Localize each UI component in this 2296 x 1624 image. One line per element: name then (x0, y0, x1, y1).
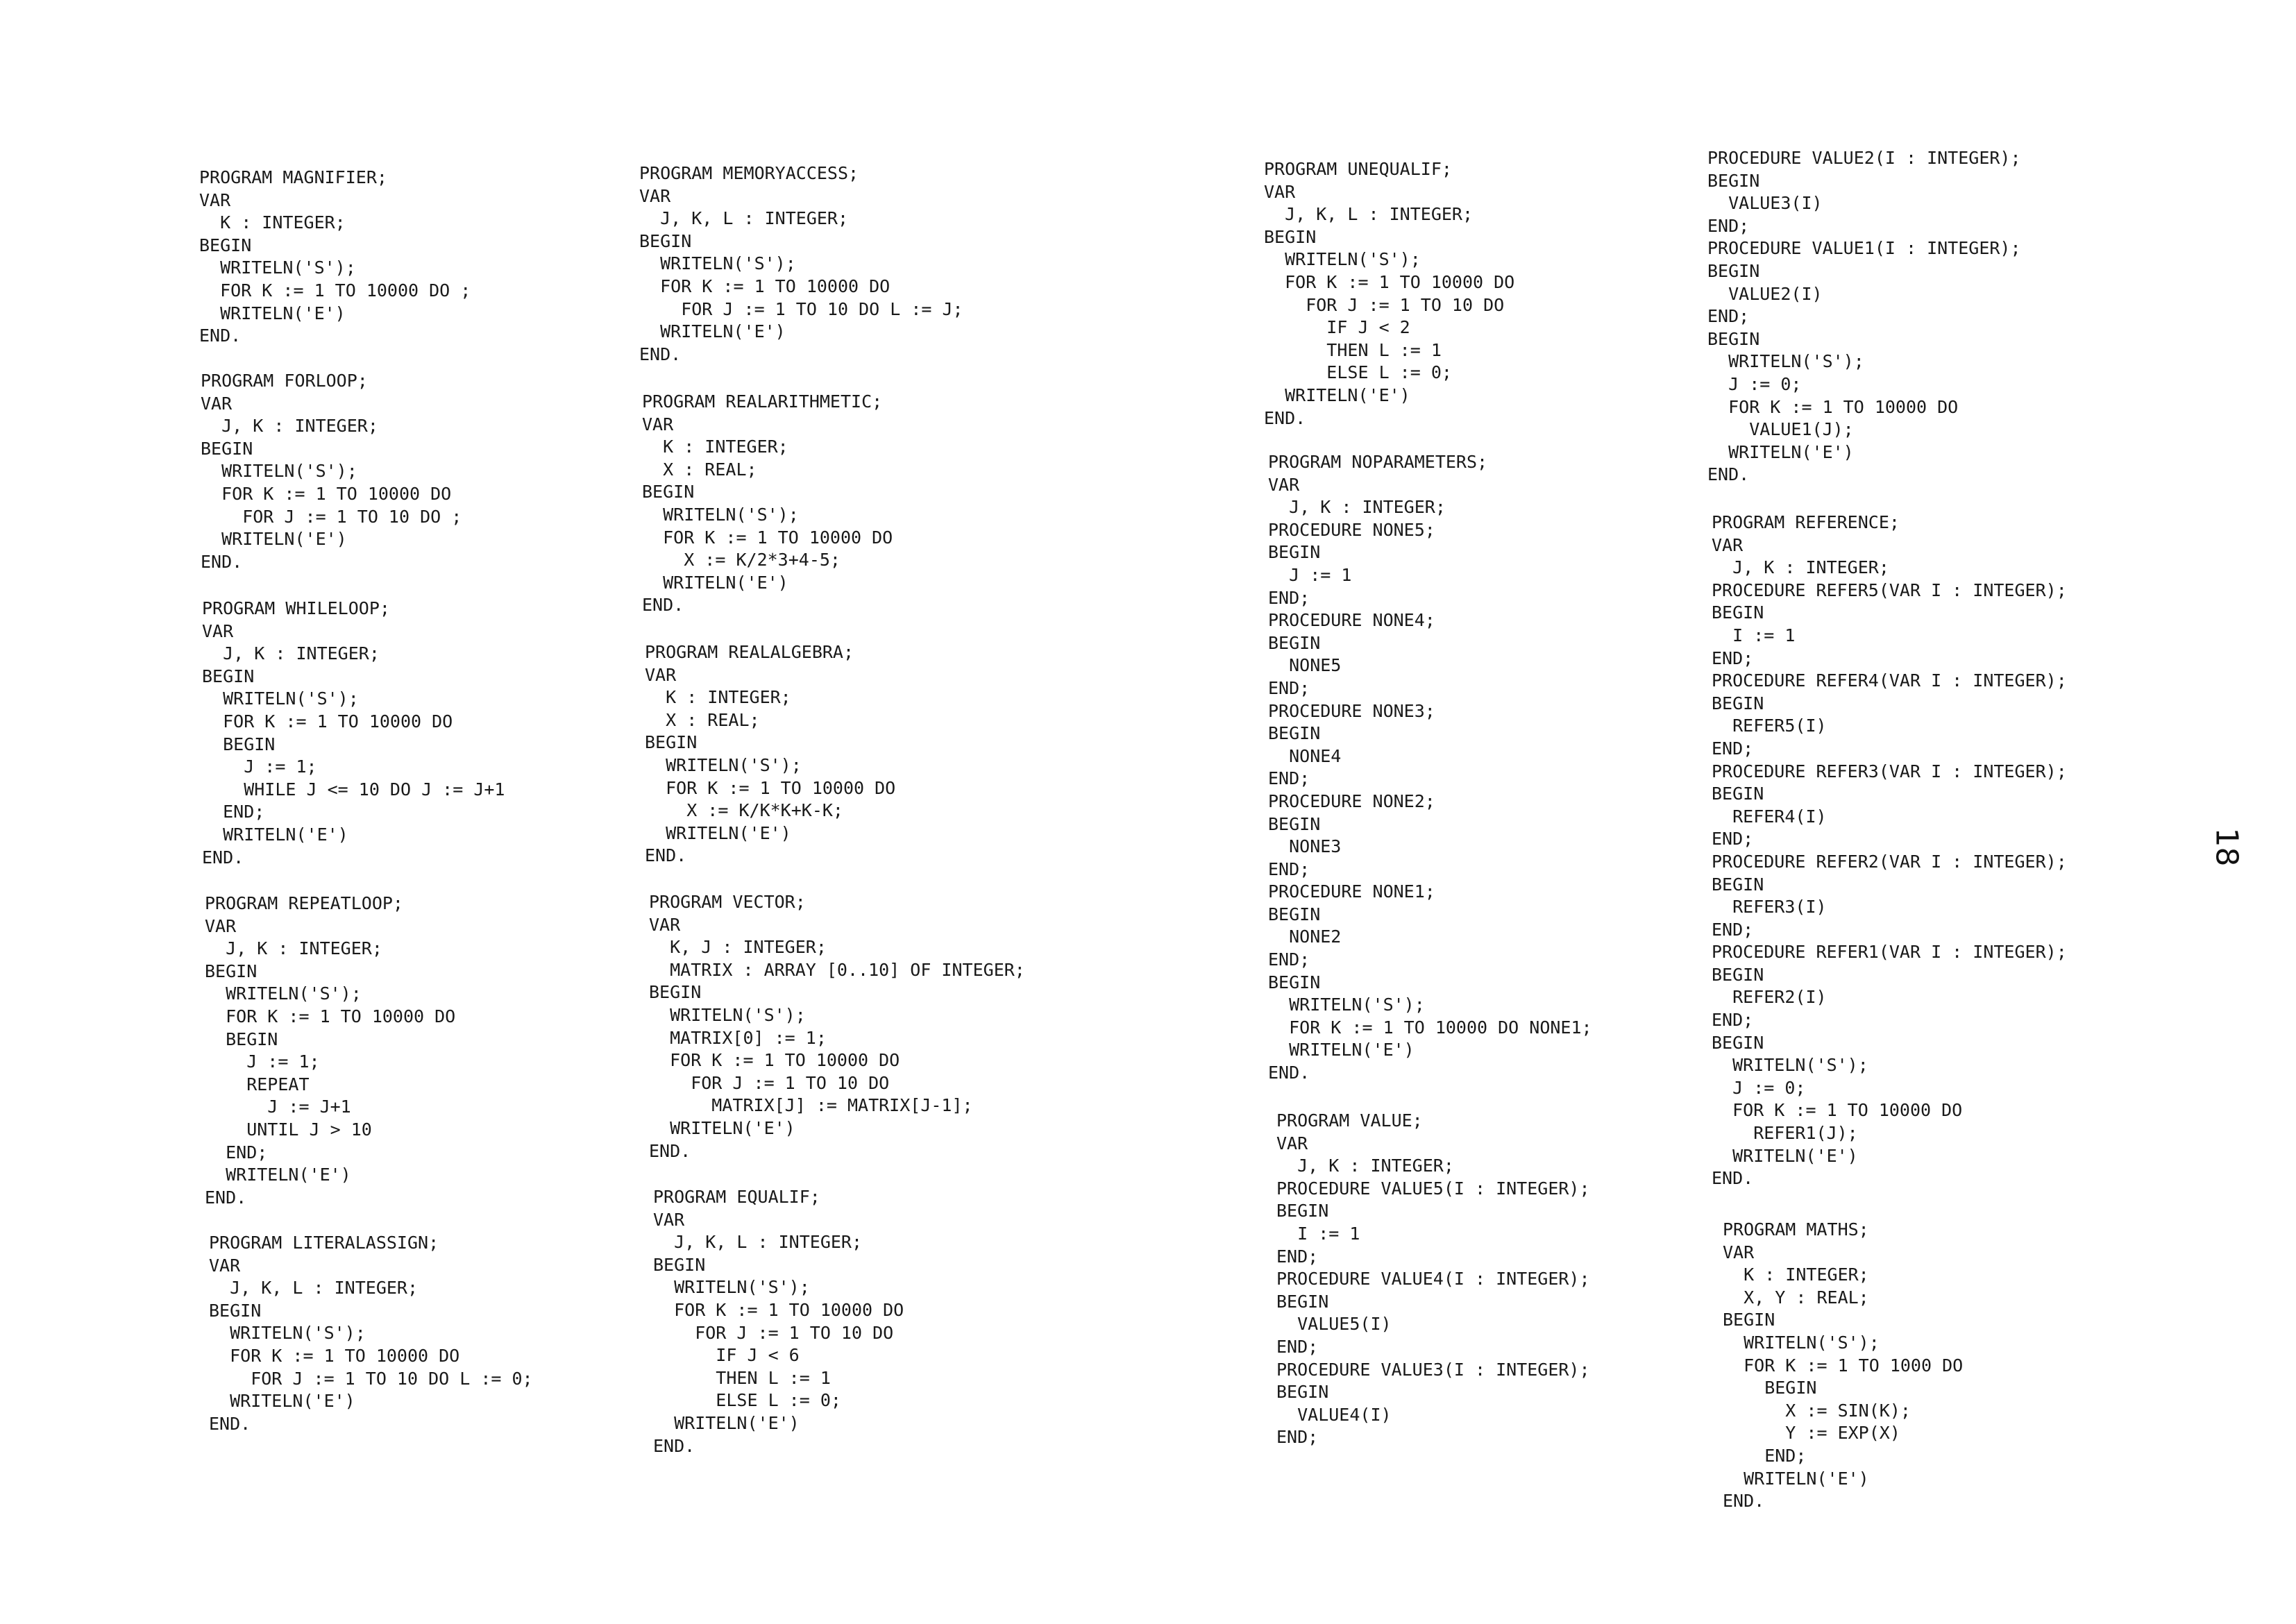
program-whileloop: PROGRAM WHILELOOP; VAR J, K : INTEGER; BEGIN WRITELN('S'); FOR K := 1 TO 10000 DO BEGIN J := 1; WHILE J <= 10 DO J := J+1 END; WRITELN('E') END. (202, 598, 505, 868)
program-literalassign: PROGRAM LITERALASSIGN; VAR J, K, L : INTEGER; BEGIN WRITELN('S'); FOR K := 1 TO 10000 DO FOR J := 1 TO 10 DO L := 0; WRITELN('E') END. (209, 1233, 533, 1434)
program-value: PROGRAM VALUE; VAR J, K : INTEGER; PROCEDURE VALUE5(I : INTEGER); BEGIN I := 1 END; PROCEDURE VALUE4(I : INTEGER); BEGIN VALUE5(I) END; PROCEDURE VALUE3(I : INTEGER); BEGIN VALUE4(I) END; (1276, 1110, 1590, 1448)
page-number: 18 (2209, 827, 2245, 867)
program-reference: PROGRAM REFERENCE; VAR J, K : INTEGER; PROCEDURE REFER5(VAR I : INTEGER); BEGIN I := 1 END; PROCEDURE REFER4(VAR I : INTEGER); BEGIN REFER5(I) END; PROCEDURE REFER3(VAR I : INTEGER); BEGIN REFER4(I) END; PROCEDURE REFER2(VAR I : INTEGER); BEGIN REFER3(I) END; PROCEDURE REFER1(VAR I : INTEGER); BEGIN REFER2(I) END; BEGIN WRITELN('S'); J := 0; FOR K := 1 TO 10000 DO REFER1(J); WRITELN('E') END. (1712, 512, 2067, 1189)
program-unequalif: PROGRAM UNEQUALIF; VAR J, K, L : INTEGER; BEGIN WRITELN('S'); FOR K := 1 TO 10000 DO FOR J := 1 TO 10 DO IF J < 2 THEN L := 1 ELSE L := 0; WRITELN('E') END. (1264, 159, 1515, 428)
program-noparameters: PROGRAM NOPARAMETERS; VAR J, K : INTEGER; PROCEDURE NONE5; BEGIN J := 1 END; PROCEDURE NONE4; BEGIN NONE5 END; PROCEDURE NONE3; BEGIN NONE4 END; PROCEDURE NONE2; BEGIN NONE3 END; PROCEDURE NONE1; BEGIN NONE2 END; BEGIN WRITELN('S'); FOR K := 1 TO 10000 DO NONE1; WRITELN('E') END. (1268, 452, 1592, 1083)
program-realarithmetic: PROGRAM REALARITHMETIC; VAR K : INTEGER; X : REAL; BEGIN WRITELN('S'); FOR K := 1 TO 10000 DO X := K/2*3+4-5; WRITELN('E') END. (642, 391, 893, 616)
program-value-continued: PROCEDURE VALUE2(I : INTEGER); BEGIN VALUE3(I) END; PROCEDURE VALUE1(I : INTEGER); BEGIN VALUE2(I) END; BEGIN WRITELN('S'); J := 0; FOR K := 1 TO 10000 DO VALUE1(J); WRITELN('E') END. (1707, 148, 2021, 485)
program-equalif: PROGRAM EQUALIF; VAR J, K, L : INTEGER; BEGIN WRITELN('S'); FOR K := 1 TO 10000 DO FOR J := 1 TO 10 DO IF J < 6 THEN L := 1 ELSE L := 0; WRITELN('E') END. (653, 1187, 904, 1456)
program-maths: PROGRAM MATHS; VAR K : INTEGER; X, Y : REAL; BEGIN WRITELN('S'); FOR K := 1 TO 1000 DO BEGIN X := SIN(K); Y := EXP(X) END; WRITELN('E') END. (1723, 1219, 1964, 1512)
program-vector: PROGRAM VECTOR; VAR K, J : INTEGER; MATRIX : ARRAY [0..10] OF INTEGER; BEGIN WRITELN('S'); MATRIX[0] := 1; FOR K := 1 TO 10000 DO FOR J := 1 TO 10 DO MATRIX[J] := MATRIX[J-1]; WRITELN('E') END. (649, 892, 1025, 1161)
program-repeatloop: PROGRAM REPEATLOOP; VAR J, K : INTEGER; BEGIN WRITELN('S'); FOR K := 1 TO 10000 DO BEGIN J := 1; REPEAT J := J+1 UNTIL J > 10 END; WRITELN('E') END. (205, 893, 456, 1208)
program-memoryaccess: PROGRAM MEMORYACCESS; VAR J, K, L : INTEGER; BEGIN WRITELN('S'); FOR K := 1 TO 10000 DO FOR J := 1 TO 10 DO L := J; WRITELN('E') END. (639, 163, 963, 364)
program-forloop: PROGRAM FORLOOP; VAR J, K : INTEGER; BEGIN WRITELN('S'); FOR K := 1 TO 10000 DO FOR J := 1 TO 10 DO ; WRITELN('E') END. (201, 371, 462, 572)
program-magnifier: PROGRAM MAGNIFIER; VAR K : INTEGER; BEGIN WRITELN('S'); FOR K := 1 TO 10000 DO ; WRITELN('E') END. (199, 167, 471, 346)
program-realalgebra: PROGRAM REALALGEBRA; VAR K : INTEGER; X : REAL; BEGIN WRITELN('S'); FOR K := 1 TO 10000 DO X := K/K*K+K-K; WRITELN('E') END. (645, 642, 896, 866)
